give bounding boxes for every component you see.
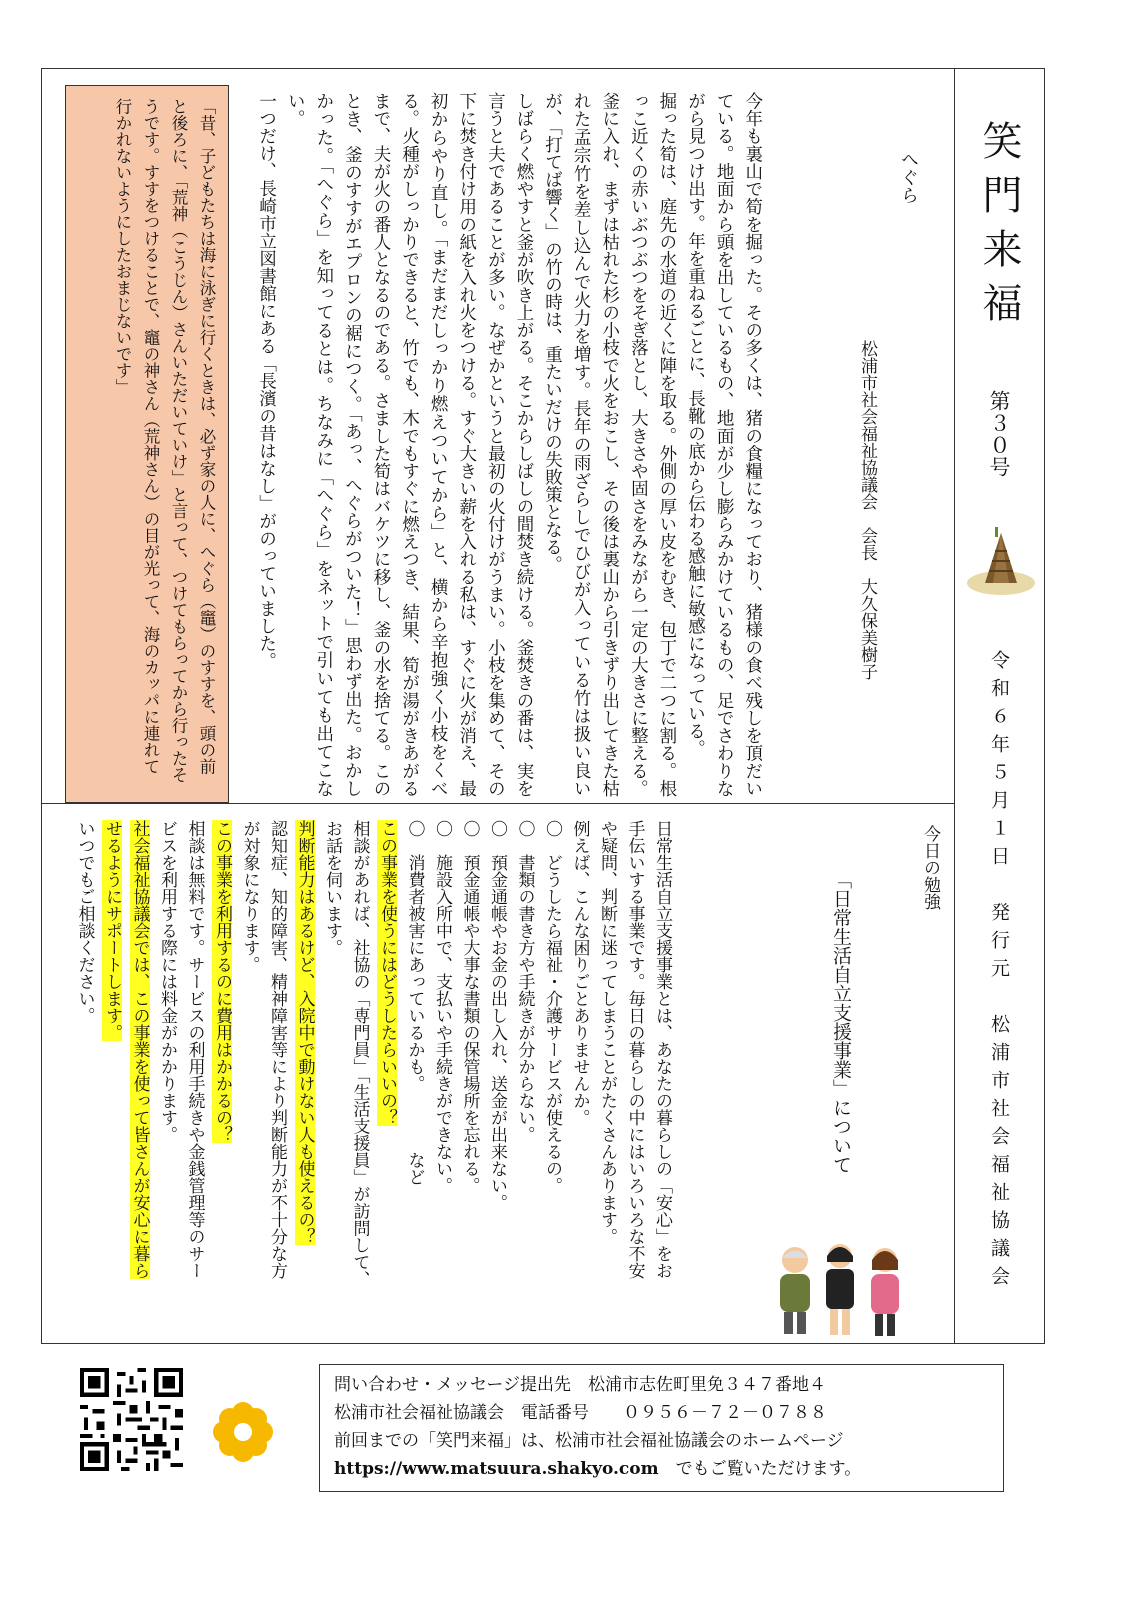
contact-box (319, 1364, 1004, 1492)
article-title: へぐら (898, 150, 919, 204)
bamboo-shoot-icon (965, 525, 1037, 597)
people-illustration (770, 1238, 920, 1338)
article-paragraph: しばらく燃やすと釜が吹き上がる。そこからしばしの間焚き続ける。釜焚きの番は、実を言うと夫であることが多い。なぜかというと最初の火付けがうまい。小枝を集めて、その下に焚き付け用の紙を入れ火をつける。すぐ大きい薪を入れる私は、すぐに火が消え、最初からやり直し。「まだまだしっかり燃えついてから」と、横から辛抱強く小枝をくべる。火種がしっかりできると、竹でも、木でもすぐに燃えつき、結果、筍が湯がきあがるまで、夫が火の番人となるのである。さました筍はバケツに移し、釜の水を捨てる。このとき、釜のすすがエプロンの裾につく。「あっ、へぐらがついた！」思わず出た。おかしかった。「へぐら」を知ってるとは。ちなみに「へぐら」をネットで引いても出てこない。 (285, 92, 534, 798)
article-body (252, 92, 767, 797)
closing-highlight: 社会福祉協議会では、この事業を使って皆さんが安心に暮らせるようにサポートします。 (102, 820, 150, 1279)
study-item: 〇 預金通帳やお金の出し入れ、送金が出来ない。 (487, 820, 507, 1211)
answer-3: 相談は無料です。サービスの利用手続きや金銭管理等のサービスを利用する際には料金がかかります。 (157, 820, 205, 1279)
publish-date: 令和６年５月１日 発行元 松浦市社会福祉協議会 (988, 650, 1010, 1294)
question-3: この事業を利用するのに費用はかかるの？ (212, 820, 232, 1143)
article-author: 松浦市社会福祉協議会 会長 大久保美樹子 (857, 340, 877, 680)
masthead-divider (954, 68, 955, 1344)
contact-phone: 松浦市社会福祉協議会 電話番号 ０９５６－７２－０７８８ (334, 1403, 827, 1423)
article-paragraph: 一つだけ、長崎市立図書館にある「長濱の昔はなし」がのっていました。 (256, 92, 277, 670)
study-item: 〇 施設入所中で、支払いや手続きができない。 (432, 820, 452, 1194)
section-divider (41, 803, 954, 804)
study-item: 〇 預金通帳や大事な書類の保管場所を忘れる。 (459, 820, 480, 1194)
contact-url-line (334, 1455, 989, 1483)
study-item: 〇 どうしたら福祉・介護サービスが使えるの。 (542, 820, 562, 1194)
website-link[interactable]: https://www.matsuura.shakyo.com (334, 1459, 659, 1479)
study-body (70, 820, 675, 1290)
study-item: 〇 書類の書き方や手続きが分からない。 (514, 820, 535, 1143)
article-paragraph: 掘った筍は、庭先の水道の近くに陣を取る。外側の厚い皮をむき、包丁で二つに割る。根っこ近くの赤いぶつぶつをそぎ落とし、大きさや固さをみながら一定の大きさに整える。釜に入れ、まずは枯れた杉の小枝で火をおこし、その後は裏山から引きずり出してきた枯れた孟宗竹を差し込んで火力を増す。長年の雨ざらしでひびが入っている竹は扱い良いが、「打てば響く」の竹の時は、重たいだけの失敗策となる。 (542, 92, 677, 797)
contact-address: 問い合わせ・メッセージ提出先 松浦市志佐町里免３４７番地４ (334, 1375, 826, 1395)
masthead-title: 笑門来福 (976, 120, 1022, 336)
answer-1: 相談があれば、社協の「専門員」「生活支援員」が訪問して、お話を伺います。 (322, 820, 370, 1288)
flower-icon (212, 1401, 274, 1463)
folklore-text: 「昔、子どもたちは海に泳ぎに行くときは、必ず家の人に、へぐら（竈）のすすを、頭の前と後ろに、「荒神（こうじん）さんいただいていけ」と言って、つけてもらってから行ったそうです。すすをつけることで、竈の神さん（荒神さん）の目が光って、海のカッパに連れて行かれないようにしたおまじないです」 (113, 98, 216, 783)
study-label: 今日の勉強 (920, 825, 940, 910)
qr-code-icon[interactable] (80, 1368, 183, 1471)
study-title: 「日常生活自立支援事業」について (830, 870, 852, 1174)
question-2: 判断能力はあるけど、入院中で動けない人も使えるの？ (294, 820, 315, 1245)
study-intro: 日常生活自立支援事業とは、あなたの暮らしの「安心」をお手伝いする事業です。毎日の暮らしの中にはいろいろな不安や疑問、判断に迷ってしまうことがたくさんあります。 (597, 820, 672, 1279)
answer-2: 認知症、知的障害、精神障害等により判断能力が不十分な方が対象になります。 (239, 820, 287, 1279)
closing-text: いつでもご相談ください。 (74, 820, 95, 1024)
study-item: 〇 消費者被害にあっているかも。 など (404, 820, 425, 1186)
article-paragraph: 今年も裏山で筍を掘った。その多くは、猪の食糧になっており、猪様の食べ残しを頂だいている。地面から頭を出しているもの、地面が少し膨らみかけているもの、足でさわりながら見つけ出す。年を重ねるごとに、長靴の底から伝わる感触に敏感になっている。 (685, 92, 763, 797)
contact-website-note: 前回までの「笑門来福」は、松浦市社会福祉協議会のホームページ (334, 1431, 844, 1451)
question-1: この事業を使うにはどうしたらいいの？ (377, 820, 397, 1126)
folklore-box (65, 85, 229, 803)
issue-number: 第３０号 (987, 390, 1011, 478)
url-suffix: でもご覧いただけます。 (658, 1459, 862, 1479)
study-example: 例えば、こんな困りごとありませんか。 (569, 820, 590, 1126)
